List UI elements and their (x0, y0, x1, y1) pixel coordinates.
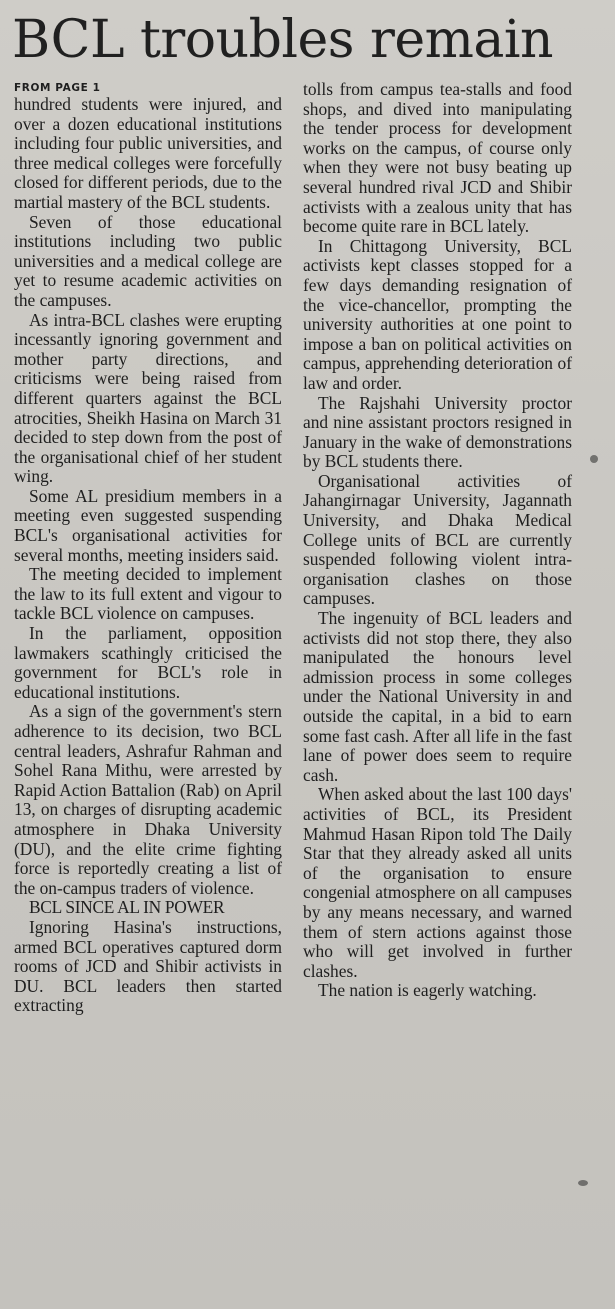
paragraph: The nation is eagerly watching. (318, 980, 537, 1001)
paragraph: As a sign of the government's stern adherence to its decision, two BCL central leaders, Ashrafur Rahman and Sohel Rana Mithu, were arrested by Rapid Action Battalion (Rab) on April 13, on charges of disrupting academic atmosphere in Dhaka University (DU), and the elite crime fighting force is reportedly creating a list of the on-campus traders of violence. (14, 701, 282, 898)
paragraph: Ignoring Hasina's instructions, armed BCL operatives captured dorm rooms of JCD and Shibir activists in DU. BCL leaders then started extracting (14, 916, 282, 1016)
paragraph: In Chittagong University, BCL activists kept classes stopped for a few days demanding resignation of the vice-chancellor, prompting the university authorities at one point to impose a ban on political activities on campus, apprehending deterioration of law and order. (303, 235, 572, 393)
jump-line: FROM PAGE 1 (14, 82, 101, 94)
paragraph: Organisational activities of Jahangirnagar University, Jagannath University, and Dhaka Medical College units of BCL are currently suspended following violent intra-organisation clashes on those campuses. (303, 470, 572, 609)
paragraph: In the parliament, opposition lawmakers scathingly criticised the government for BCL's role in educational institutions. (14, 623, 282, 702)
subhead: BCL SINCE AL IN POWER (29, 897, 225, 918)
paragraph: As intra-BCL clashes were erupting incessantly ignoring government and mother party directions, and criticisms were being raised from different quarters against the BCL atrocities, Sheikh Hasina on March 31 decided to step down from the post of the organisational chief of her student wing. (14, 309, 282, 487)
ink-smudge (578, 1180, 588, 1186)
column-right (303, 80, 572, 1001)
column-left (14, 80, 282, 1016)
ink-smudge (590, 455, 598, 463)
paragraph: hundred students were injured, and over a dozen educational institutions including four public universities, and three medical colleges were forcefully closed for different periods, due to the martial mastery of the BCL students. (14, 94, 282, 212)
paragraph: Some AL presidium members in a meeting even suggested suspending BCL's organisational activities for several months, meeting insiders said. (14, 485, 282, 565)
paragraph: The Rajshahi University proctor and nine assistant proctors resigned in January in the wake of demonstrations by BCL students there. (303, 392, 572, 472)
paragraph: tolls from campus tea-stalls and food shops, and dived into manipulating the tender process for development works on the campus, of course only when they were not busy beating up several hundred rival JCD and Shibir activists with a zealous unity that has become quite rare in BCL lately. (303, 79, 572, 237)
paragraph: The meeting decided to implement the law to its full extent and vigour to tackle BCL violence on campuses. (14, 564, 282, 624)
paragraph: The ingenuity of BCL leaders and activists did not stop there, they also manipulated the honours level admission process in some colleges under the National University in and outside the capital, in a bid to earn some fast cash. After all life in the fast lane of power does seem to require cash. (303, 608, 572, 785)
paragraph: When asked about the last 100 days' activities of BCL, its President Mahmud Hasan Ripon told The Daily Star that they already asked all units of the organisation to ensure congenial atmosphere on all campuses by any means necessary, and warned them of stern actions against those who will get involved in further clashes. (303, 784, 572, 981)
paragraph: Seven of those educational institutions including two public universities and a medical college are yet to resume academic activities on the campuses. (14, 211, 282, 310)
headline: BCL troubles remain (12, 10, 554, 70)
